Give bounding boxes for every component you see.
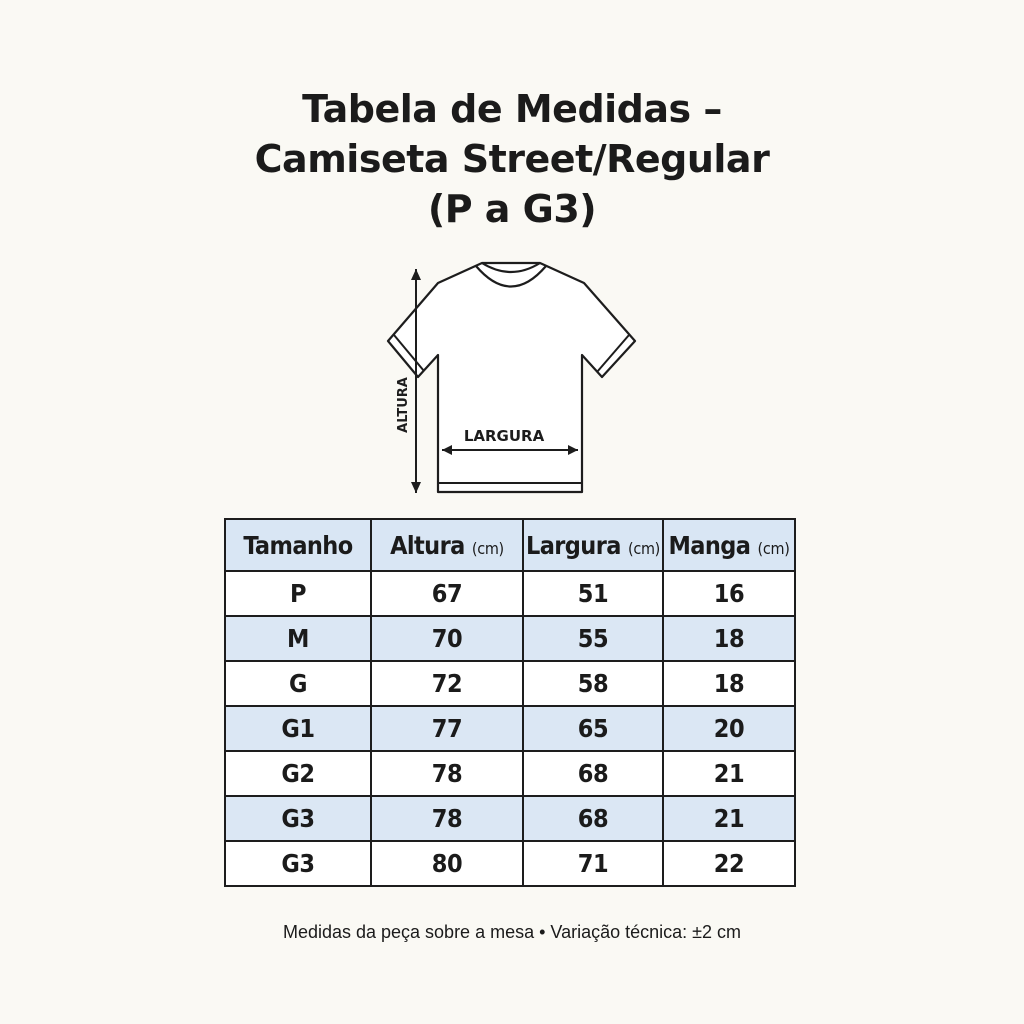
table-header-row — [225, 519, 795, 571]
t-shirt-diagram — [380, 255, 650, 505]
cell-size: G1 — [225, 706, 371, 751]
title-line-3: (P a G3) — [427, 187, 597, 231]
cell-size: G3 — [225, 841, 371, 886]
table-row — [225, 571, 795, 616]
t-shirt-icon — [380, 255, 650, 505]
table-row — [225, 661, 795, 706]
height-arrow-bottom-head — [411, 482, 421, 493]
table-row — [225, 796, 795, 841]
cell-height: 78 — [371, 751, 523, 796]
size-table — [224, 518, 796, 887]
cell-width: 58 — [523, 661, 663, 706]
height-arrow-top-head — [411, 269, 421, 280]
cell-width: 51 — [523, 571, 663, 616]
cell-width: 71 — [523, 841, 663, 886]
header-size: Tamanho — [225, 519, 371, 571]
cell-height: 70 — [371, 616, 523, 661]
cell-width: 68 — [523, 796, 663, 841]
height-label: ALTURA — [396, 377, 411, 433]
table-row — [225, 706, 795, 751]
cell-sleeve: 16 — [663, 571, 795, 616]
page-title — [0, 84, 1024, 234]
title-line-2: Camiseta Street/Regular — [254, 137, 770, 181]
cell-width: 55 — [523, 616, 663, 661]
table-row — [225, 616, 795, 661]
cell-sleeve: 18 — [663, 661, 795, 706]
table-row — [225, 841, 795, 886]
footnote: Medidas da peça sobre a mesa • Variação técnica: ±2 cm — [282, 922, 742, 942]
cell-height: 77 — [371, 706, 523, 751]
title-line-1: Tabela de Medidas – — [302, 87, 722, 131]
cell-sleeve: 21 — [663, 796, 795, 841]
cell-height: 67 — [371, 571, 523, 616]
cell-sleeve: 18 — [663, 616, 795, 661]
cell-height: 80 — [371, 841, 523, 886]
header-width: Largura (cm) — [523, 519, 663, 571]
cell-size: G3 — [225, 796, 371, 841]
cell-size: G2 — [225, 751, 371, 796]
cell-sleeve: 22 — [663, 841, 795, 886]
header-sleeve: Manga (cm) — [663, 519, 795, 571]
cell-size: P — [225, 571, 371, 616]
cell-height: 78 — [371, 796, 523, 841]
width-label: LARGURA — [463, 427, 545, 445]
cell-height: 72 — [371, 661, 523, 706]
cell-sleeve: 21 — [663, 751, 795, 796]
cell-width: 68 — [523, 751, 663, 796]
cell-size: M — [225, 616, 371, 661]
header-height: Altura (cm) — [371, 519, 523, 571]
table-row — [225, 751, 795, 796]
cell-size: G — [225, 661, 371, 706]
cell-sleeve: 20 — [663, 706, 795, 751]
cell-width: 65 — [523, 706, 663, 751]
t-shirt-outline — [388, 263, 635, 492]
